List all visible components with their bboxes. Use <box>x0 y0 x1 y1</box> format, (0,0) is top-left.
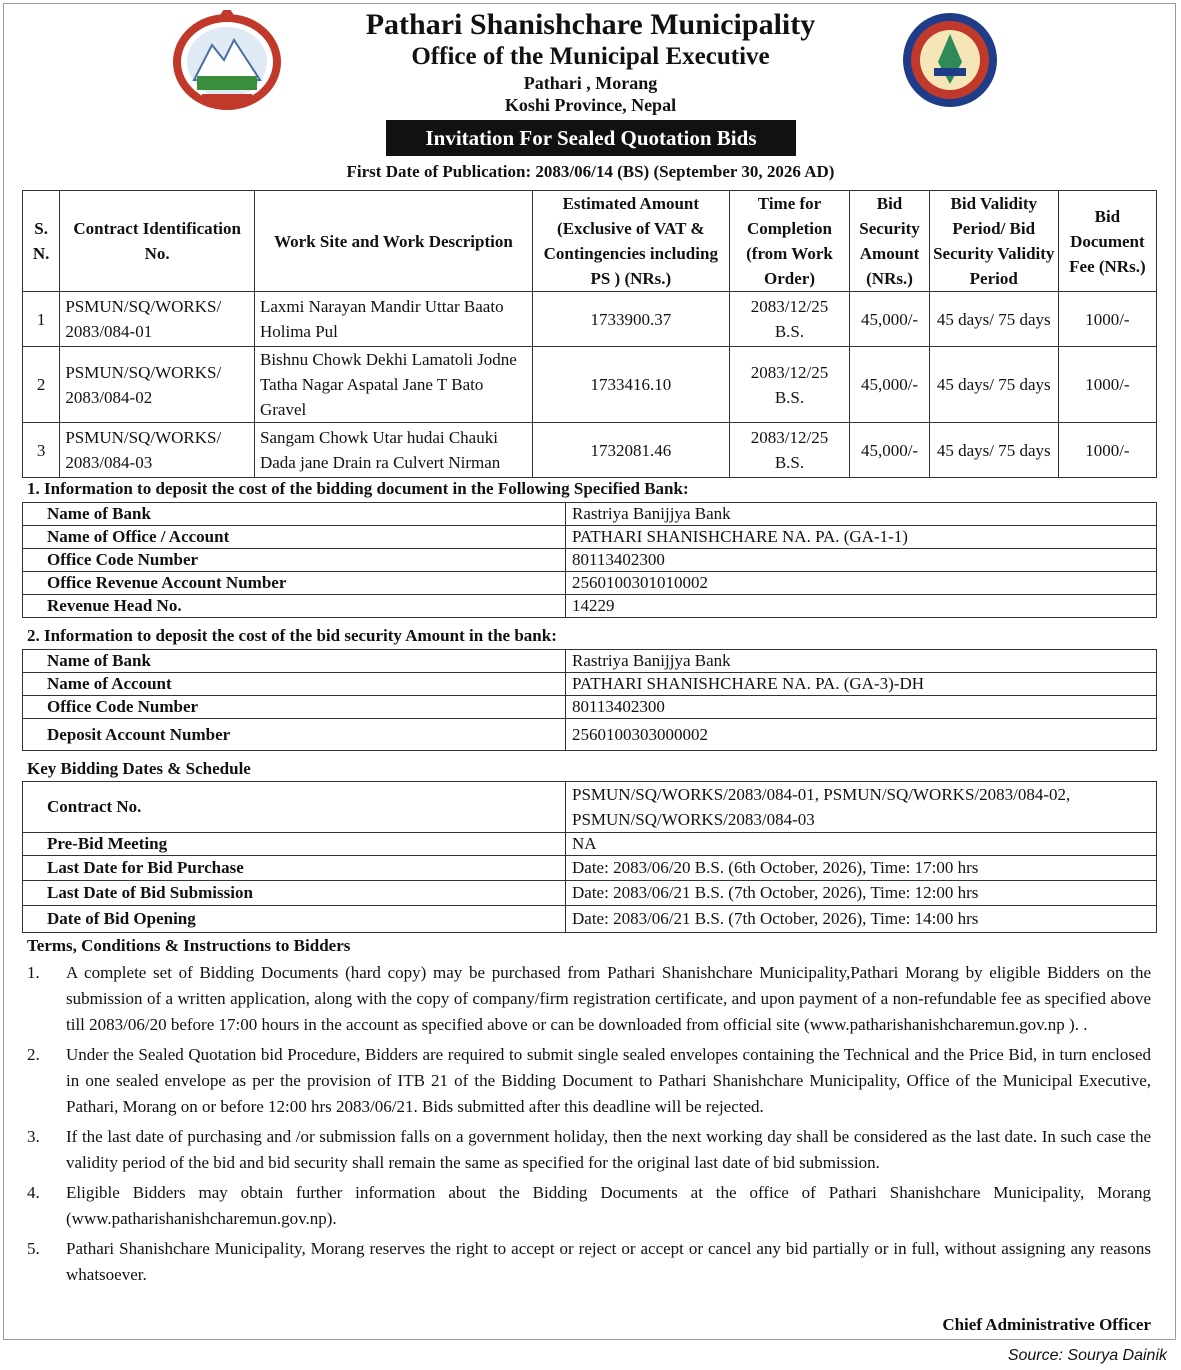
cell-contract-id: PSMUN/SQ/WORKS/ 2083/084-03 <box>60 423 255 478</box>
item-number: 3. <box>27 1127 40 1146</box>
cell-description: Laxmi Narayan Mandir Uttar Baato Holima Pul <box>254 292 532 347</box>
column-header: Estimated Amount (Exclusive of VAT & Contingencies including PS ) (NRs.) <box>532 191 729 292</box>
bidding-document-bank-table <box>22 502 1157 618</box>
source-credit: Source: Sourya Dainik <box>1007 1347 1167 1364</box>
table-row <box>23 292 1157 347</box>
list-item <box>27 1124 1151 1176</box>
info-key: Deposit Account Number <box>23 719 566 751</box>
item-text: Eligible Bidders may obtain further information about the Bidding Documents at the office of Pathari Shanishchare Municipality, Morang (www.patharishanishcharemun.gov.np). <box>66 1183 1151 1228</box>
info-row <box>23 595 1157 618</box>
info-row <box>23 696 1157 719</box>
cell-fee: 1000/- <box>1058 292 1156 347</box>
column-header: Bid Security Amount (NRs.) <box>850 191 929 292</box>
cell-security: 45,000/- <box>850 347 929 423</box>
info-row <box>23 856 1157 881</box>
item-text: Pathari Shanishchare Municipality, Morang reserves the right to accept or reject or accept or cancel any bid partially or in full, without assigning any reasons whatsoever. <box>66 1239 1151 1284</box>
info-value: 80113402300 <box>566 696 1157 719</box>
column-header: Bid Document Fee (NRs.) <box>1058 191 1156 292</box>
info-row <box>23 526 1157 549</box>
info-row <box>23 572 1157 595</box>
cell-security: 45,000/- <box>850 292 929 347</box>
cell-amount: 1733900.37 <box>532 292 729 347</box>
info-row <box>23 673 1157 696</box>
info-value: 2560100301010002 <box>566 572 1157 595</box>
cell-description: Bishnu Chowk Dekhi Lamatoli Jodne Tatha Nagar Aspatal Jane T Bato Gravel <box>254 347 532 423</box>
item-text: If the last date of purchasing and /or submission falls on a government holiday, then the next working day shall be considered as the last date. In such case the validity period of the bid and bid security shall remain the same as specified for the original last date of bid submission. <box>66 1127 1151 1172</box>
terms-heading: Terms, Conditions & Instructions to Bidders <box>27 936 351 955</box>
office-subtitle: Office of the Municipal Executive <box>411 43 770 70</box>
terms-section <box>27 936 1151 1292</box>
notice-banner: Invitation For Sealed Quotation Bids <box>386 120 796 156</box>
info-key: Date of Bid Opening <box>23 906 566 933</box>
cell-completion: 2083/12/25 B.S. <box>729 347 850 423</box>
info-value: 14229 <box>566 595 1157 618</box>
section-1-heading: 1. Information to deposit the cost of the bidding document in the Following Specified Bank: <box>27 479 689 498</box>
info-key: Name of Bank <box>23 503 566 526</box>
cell-contract-id: PSMUN/SQ/WORKS/ 2083/084-01 <box>60 292 255 347</box>
item-number: 5. <box>27 1239 40 1258</box>
info-row <box>23 833 1157 856</box>
info-value: Rastriya Banijjya Bank <box>566 650 1157 673</box>
cell-completion: 2083/12/25 B.S. <box>729 423 850 478</box>
info-key: Last Date of Bid Submission <box>23 881 566 906</box>
cell-validity: 45 days/ 75 days <box>929 347 1058 423</box>
cell-amount: 1732081.46 <box>532 423 729 478</box>
info-key: Last Date for Bid Purchase <box>23 856 566 881</box>
column-header: Work Site and Work Description <box>254 191 532 292</box>
item-text: A complete set of Bidding Documents (hard copy) may be purchased from Pathari Shanishchare Municipality,Pathari Morang by eligible Bidders on the submission of a written application, along with the copy of company/firm registration certificate, and upon payment of a non-refundable fee as specified above till 2083/06/20 before 17:00 hours in the account as specified above or can be downloaded from official site (www.patharishanishcharemun.gov.np ). . <box>66 963 1151 1034</box>
info-row <box>23 503 1157 526</box>
cell-sn: 3 <box>23 423 60 478</box>
cell-validity: 45 days/ 75 days <box>929 423 1058 478</box>
info-key: Name of Bank <box>23 650 566 673</box>
info-row <box>23 719 1157 751</box>
cell-amount: 1733416.10 <box>532 347 729 423</box>
info-key: Contract No. <box>23 782 566 833</box>
address-line-2: Koshi Province, Nepal <box>504 95 677 115</box>
info-value: Rastriya Banijjya Bank <box>566 503 1157 526</box>
info-row <box>23 650 1157 673</box>
info-value: Date: 2083/06/21 B.S. (7th October, 2026), Time: 12:00 hrs <box>566 881 1157 906</box>
info-key: Revenue Head No. <box>23 595 566 618</box>
table-row <box>23 423 1157 478</box>
info-row <box>23 881 1157 906</box>
cell-sn: 2 <box>23 347 60 423</box>
list-item <box>27 1236 1151 1288</box>
info-value: 2560100303000002 <box>566 719 1157 751</box>
cell-fee: 1000/- <box>1058 347 1156 423</box>
list-item <box>27 1042 1151 1120</box>
table-row <box>23 347 1157 423</box>
address-line-1: Pathari , Morang <box>523 73 658 93</box>
info-value: PATHARI SHANISHCHARE NA. PA. (GA-1-1) <box>566 526 1157 549</box>
column-header: Bid Validity Period/ Bid Security Validity Period <box>929 191 1058 292</box>
item-number: 1. <box>27 963 40 982</box>
info-row <box>23 906 1157 933</box>
publication-date: First Date of Publication: 2083/06/14 (BS) (September 30, 2026 AD) <box>346 162 835 181</box>
cell-fee: 1000/- <box>1058 423 1156 478</box>
cell-contract-id: PSMUN/SQ/WORKS/ 2083/084-02 <box>60 347 255 423</box>
contracts-table <box>22 190 1157 478</box>
info-row <box>23 782 1157 833</box>
item-text: Under the Sealed Quotation bid Procedure, Bidders are required to submit single sealed envelopes containing the Technical and the Price Bid, in turn enclosed in one sealed envelope as per the provision of ITB 21 of the Bidding Document to Pathari Shanishchare Municipality, Office of the Municipal Executive, Pathari, Morang on or before 12:00 hrs 2083/06/21. Bids submitted after this deadline will be rejected. <box>66 1045 1151 1116</box>
cell-validity: 45 days/ 75 days <box>929 292 1058 347</box>
cell-completion: 2083/12/25 B.S. <box>729 292 850 347</box>
info-value: PSMUN/SQ/WORKS/2083/084-01, PSMUN/SQ/WORKS/2083/084-02, PSMUN/SQ/WORKS/2083/084-03 <box>566 782 1157 833</box>
municipality-title: Pathari Shanishchare Municipality <box>365 8 816 41</box>
info-value: PATHARI SHANISHCHARE NA. PA. (GA-3)-DH <box>566 673 1157 696</box>
item-number: 4. <box>27 1183 40 1202</box>
cell-sn: 1 <box>23 292 60 347</box>
list-item <box>27 960 1151 1038</box>
table-header-row <box>23 191 1157 292</box>
info-key: Office Code Number <box>23 549 566 572</box>
signatory-title: Chief Administrative Officer <box>942 1315 1151 1334</box>
info-row <box>23 549 1157 572</box>
list-item <box>27 1180 1151 1232</box>
column-header: Contract Identification No. <box>60 191 255 292</box>
column-header: Time for Completion (from Work Order) <box>729 191 850 292</box>
info-value: NA <box>566 833 1157 856</box>
column-header: S. N. <box>23 191 60 292</box>
section-2-heading: 2. Information to deposit the cost of the bid security Amount in the bank: <box>27 626 557 645</box>
letterhead <box>0 8 1181 116</box>
schedule-heading: Key Bidding Dates & Schedule <box>27 759 251 778</box>
info-key: Name of Office / Account <box>23 526 566 549</box>
info-value: 80113402300 <box>566 549 1157 572</box>
cell-description: Sangam Chowk Utar hudai Chauki Dada jane Drain ra Culvert Nirman <box>254 423 532 478</box>
item-number: 2. <box>27 1045 40 1064</box>
info-key: Name of Account <box>23 673 566 696</box>
info-key: Office Revenue Account Number <box>23 572 566 595</box>
info-value: Date: 2083/06/21 B.S. (7th October, 2026), Time: 14:00 hrs <box>566 906 1157 933</box>
info-key: Office Code Number <box>23 696 566 719</box>
bid-security-bank-table <box>22 649 1157 751</box>
info-value: Date: 2083/06/20 B.S. (6th October, 2026), Time: 17:00 hrs <box>566 856 1157 881</box>
cell-security: 45,000/- <box>850 423 929 478</box>
schedule-table <box>22 781 1157 933</box>
info-key: Pre-Bid Meeting <box>23 833 566 856</box>
